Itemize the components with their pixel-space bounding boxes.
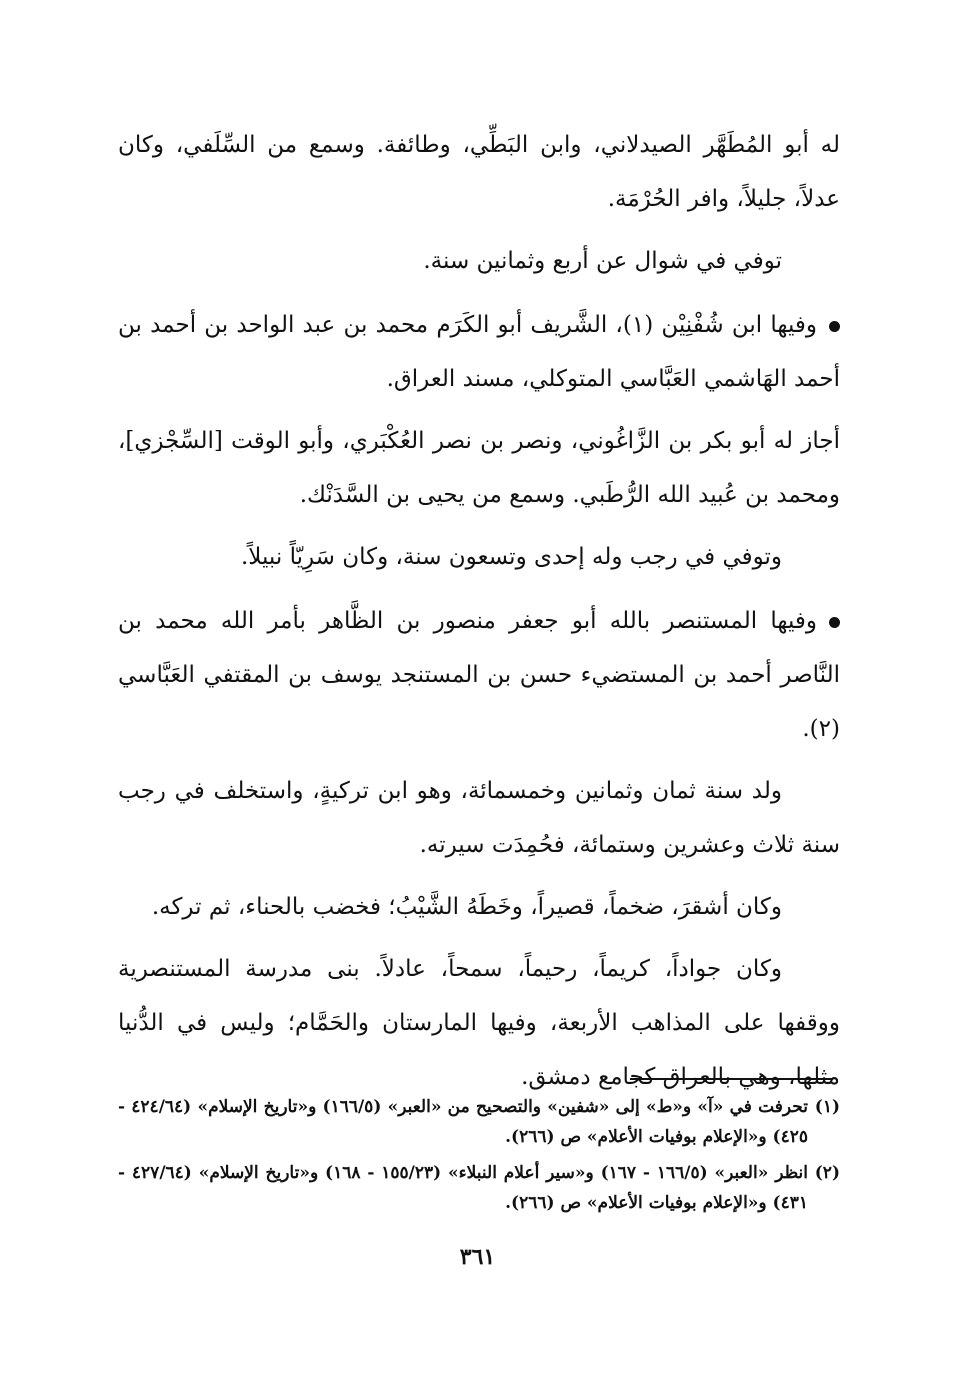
- footnote-2-number: (٢): [814, 1163, 840, 1183]
- paragraph-8-text: وكان أشقرَ، ضخماً، قصيراً، وخَطَهُ الشَّيْبُ؛ فخضب بالحناء، ثم تركه.: [151, 894, 782, 920]
- footnote-1-number: (١): [814, 1097, 840, 1117]
- paragraph-6: [118, 594, 840, 756]
- bullet-icon: [829, 321, 840, 332]
- paragraph-3: [118, 298, 840, 406]
- paragraph-8: [118, 880, 840, 934]
- footnote-1: [118, 1092, 840, 1152]
- paragraph-7: [118, 764, 840, 872]
- paragraph-4: [118, 414, 840, 522]
- main-text: [118, 118, 840, 1112]
- footnote-1-text: تحرفت في «آ» و«ط» إلى «شفين» والتصحيح من «العبر» (١٦٦/٥) و«تاريخ الإسلام» (٤٢٤/٦٤ - ٤٢٥) و«الإعلام بوفيات الأعلام» ص (٢٦٦).: [118, 1097, 808, 1147]
- paragraph-2: [118, 234, 840, 288]
- paragraph-6-text: وفيها المستنصر بالله أبو جعفر منصور بن الظَّاهر بأمر الله محمد بن النَّاصر أحمد بن المستضيء حسن بن المستنجد يوسف بن المقتفي العَبَّاسي (٢).: [118, 608, 840, 742]
- footnote-2-text: انظر «العبر» (١٦٦/٥ - ١٦٧) و«سير أعلام النبلاء» (١٥٥/٢٣ - ١٦٨) و«تاريخ الإسلام» (٤٢٧/٦٤ - ٤٣١) و«الإعلام بوفيات الأعلام» ص (٢٦٦).: [118, 1163, 808, 1213]
- paragraph-3-text: وفيها ابن شُفْنِيْن (١)، الشَّريف أبو الكَرَم محمد بن عبد الواحد بن أحمد بن أحمد الهَاشمي العَبَّاسي المتوكلي، مسند العراق.: [118, 312, 840, 392]
- bullet-icon: [829, 617, 840, 628]
- paragraph-1: [118, 118, 840, 226]
- footnote-2: [118, 1158, 840, 1218]
- paragraph-5-text: وتوفي في رجب وله إحدى وتسعون سنة، وكان سَرِيّاً نبيلاً.: [240, 544, 782, 570]
- page-number: ٣٦١: [459, 1244, 496, 1270]
- paragraph-4-text: أجاز له أبو بكر بن الزَّاغُوني، ونصر بن نصر العُكْبَري، وأبو الوقت [السِّجْزي]، ومحمد بن عُبيد الله الرُّطَبي. وسمع من يحيى بن السَّدَنْك.: [118, 428, 840, 508]
- paragraph-2-text: توفي في شوال عن أربع وثمانين سنة.: [423, 248, 782, 274]
- paragraph-1-text: له أبو المُطَهَّر الصيدلاني، وابن البَطِّي، وطائفة. وسمع من السِّلَفي، وكان عدلاً، جليلاً، وافر الحُرْمَة.: [118, 132, 840, 212]
- paragraph-5: [118, 530, 840, 584]
- paragraph-9-text: وكان جواداً، كريماً، رحيماً، سمحاً، عادلاً. بنى مدرسة المستنصرية ووقفها على المذاهب الأربعة، وفيها المارستان والحَمَّام؛ وليس في الدُّنيا مثلها، وهي بالعراق كجامع دمشق.: [118, 956, 840, 1090]
- footnote-divider: [630, 1078, 833, 1080]
- paragraph-7-text: ولد سنة ثمان وثمانين وخمسمائة، وهو ابن تركيةٍ، واستخلف في رجب سنة ثلاث وعشرين وستمائة، فحُمِدَت سيرته.: [118, 778, 840, 858]
- footnotes: [118, 1092, 840, 1224]
